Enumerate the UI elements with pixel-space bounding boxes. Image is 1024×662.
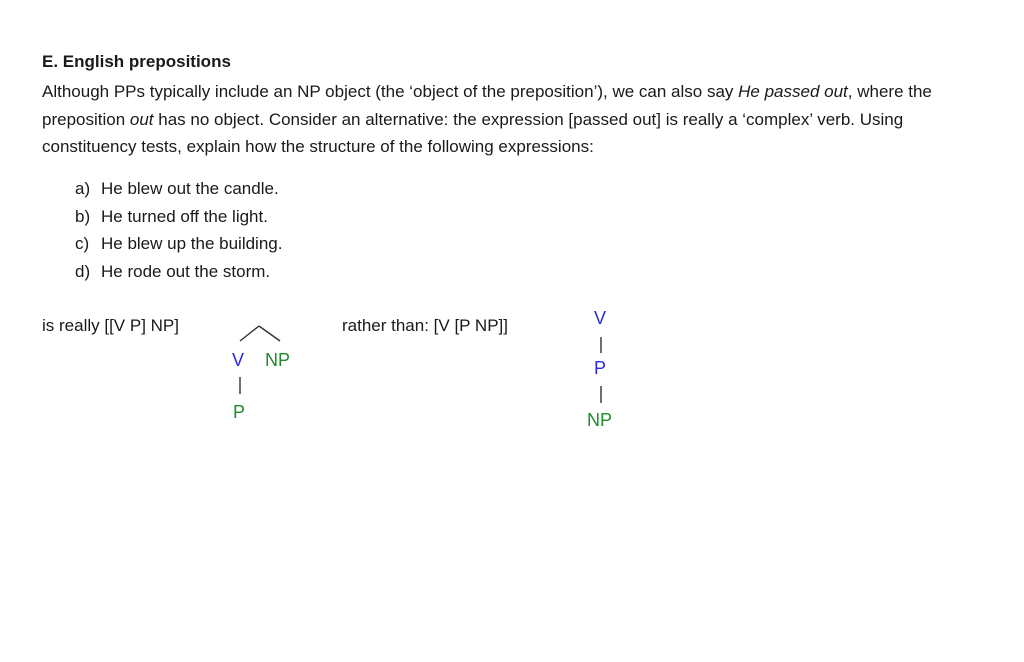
structure-option-complex-verb: is really [[V P] NP] — [42, 316, 179, 335]
tree1-np-node: NP — [265, 350, 291, 370]
list-item — [75, 203, 282, 231]
tree1-p-node: P — [233, 402, 246, 422]
list-item — [75, 175, 282, 203]
tree1-right-branch — [259, 326, 280, 341]
tree2-p-node: P — [594, 358, 607, 378]
question-paragraph — [42, 78, 1002, 161]
example-list — [75, 175, 282, 285]
example-text: He rode out the storm. — [101, 261, 271, 281]
paragraph-preposition-word: out — [129, 109, 154, 129]
tree2-v-node: V — [594, 308, 607, 328]
paragraph-example-sentence: He passed out — [738, 82, 848, 101]
section-heading: E. English prepositions — [42, 52, 231, 71]
list-marker: a) — [75, 179, 91, 198]
list-marker: b) — [75, 206, 91, 226]
list-marker: d) — [75, 261, 91, 281]
list-marker: c) — [75, 234, 90, 253]
list-item — [75, 230, 282, 258]
example-text: He blew out the candle. — [101, 179, 279, 198]
list-item — [75, 258, 282, 286]
tree1-left-branch — [240, 326, 259, 341]
example-text: He turned off the light. — [101, 206, 268, 226]
example-text: He blew up the building. — [101, 234, 283, 253]
paragraph-text-3: has no object. Consider an alternative: the expression [passed out] is really a ‘complex’ verb. Using constituency tests, explain how the structure of the following expressions: — [42, 109, 904, 156]
paragraph-text-2: , where the preposition — [42, 82, 932, 129]
structure-option-pp: rather than: [V [P NP]] — [342, 316, 508, 335]
tree1-v-node: V — [232, 350, 245, 370]
paragraph-text-1: Although PPs typically include an NP object (the ‘object of the preposition’), we can also say — [42, 82, 739, 101]
tree2-np-node: NP — [587, 410, 613, 430]
